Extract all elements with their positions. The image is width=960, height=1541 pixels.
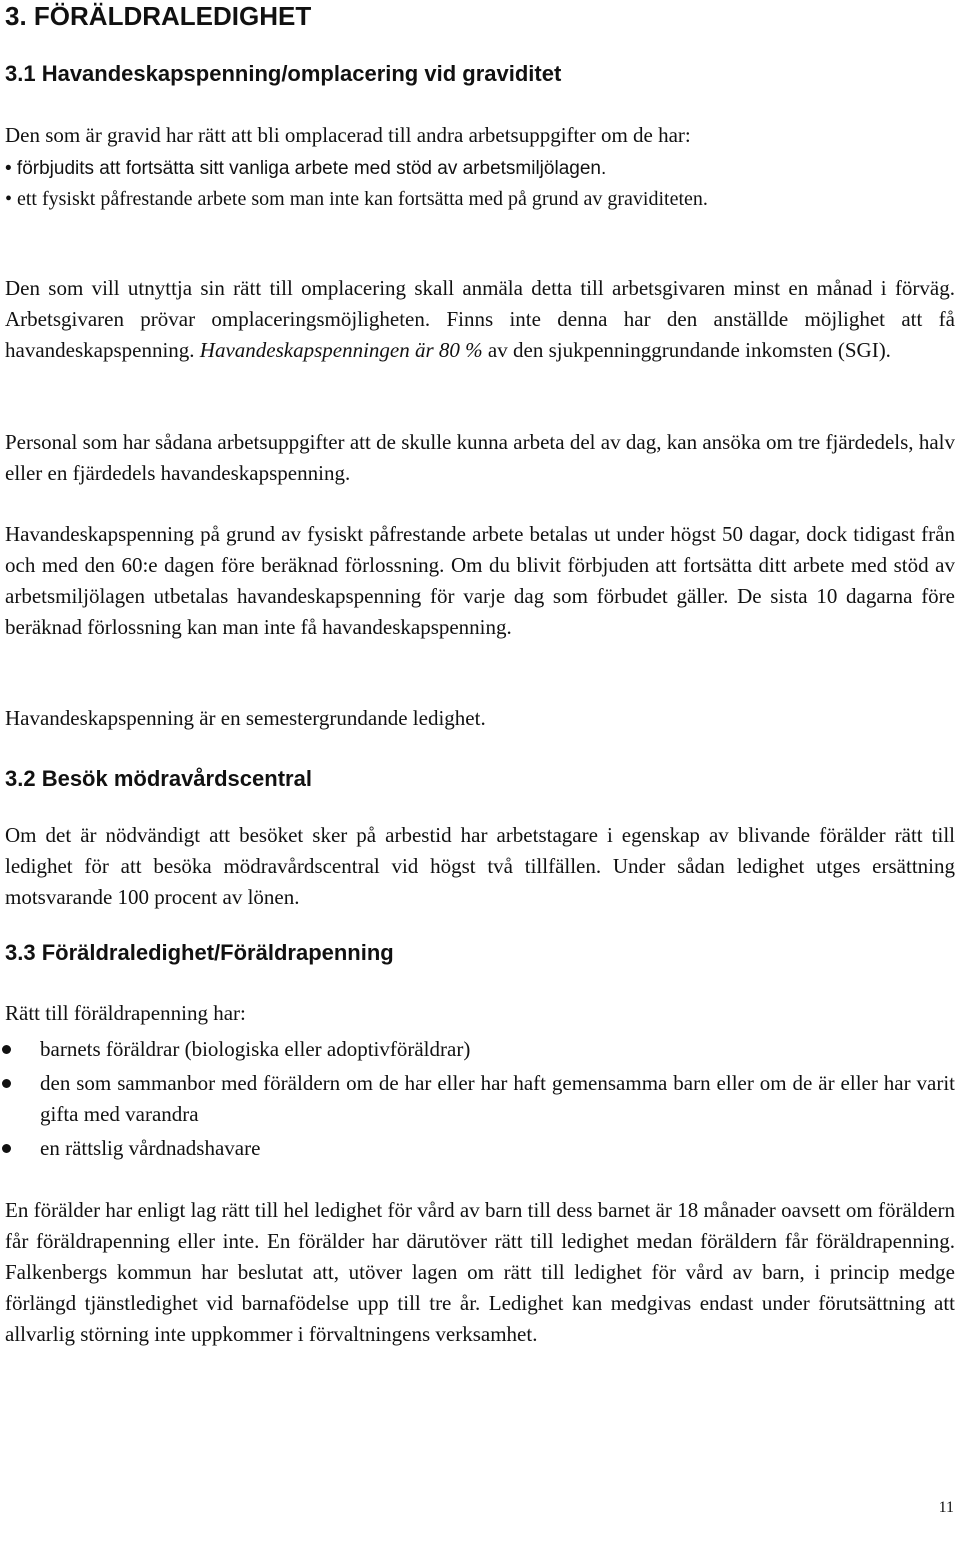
emphasis-text: Havandeskapspenningen är 80 % (199, 338, 483, 362)
bullet-list-3-1 (5, 153, 955, 215)
text-run: Den som vill utnyttja sin rätt till omplacering skall anmäla detta till arbetsgivaren minst en månad i förväg. Arbetsgivaren prövar omplaceringsmöjligheten. Finns inte denna har den anställde möjlighet att få havandeskapspenning. (5, 276, 955, 362)
intro-3-3: Rätt till föräldrapenning har: (5, 1001, 246, 1025)
bullet-list-3-3 (40, 1034, 955, 1164)
list-item-text: barnets föräldrar (biologiska eller adoptivföräldrar) (40, 1037, 471, 1061)
list-item (40, 1034, 955, 1065)
page-number: 11 (938, 1499, 954, 1516)
bullet-dot-icon (2, 1045, 11, 1054)
text-run: av den sjukpenninggrundande inkomsten (SGI). (482, 338, 891, 362)
paragraph-3-1-b: Personal som har sådana arbetsuppgifter att de skulle kunna arbeta del av dag, kan ansöka om tre fjärdedels, halv eller en fjärdedels havandeskapspenning. (5, 430, 955, 485)
bullet-item: • ett fysiskt påfrestande arbete som man inte kan fortsätta med på grund av graviditeten. (5, 188, 708, 210)
bullet-item: • förbjudits att fortsätta sitt vanliga arbete med stöd av arbetsmiljölagen. (5, 158, 607, 179)
bullet-dot-icon (2, 1079, 11, 1088)
paragraph-3-3: En förälder har enligt lag rätt till hel ledighet för vård av barn till dess barnet är 18 månader oavsett om föräldern får föräldrapenning eller inte. En förälder har därutöver rätt till ledighet medan föräldern får föräldrapenning. Falkenbergs kommun har beslutat att, utöver lagen om rätt till ledighet för vård av barn, i princip medge förlängd tjänstledighet vid barnafödelse upp till tre år. Ledighet kan medgivas endast under förutsättning att allvarlig störning inte uppkommer i förvaltningens verksamhet. (5, 1198, 955, 1346)
list-item-text: den som sammanbor med föräldern om de har eller har haft gemensamma barn eller om de är eller har varit gifta med varandra (40, 1071, 955, 1126)
paragraph-3-1-a (5, 273, 955, 366)
list-item-text: en rättslig vårdnadshavare (40, 1136, 261, 1160)
bullet-dot-icon (2, 1144, 11, 1153)
heading-3-3: 3.3 Föräldraledighet/Föräldrapenning (5, 940, 394, 965)
paragraph-3-1-d: Havandeskapspenning är en semestergrundande ledighet. (5, 706, 486, 730)
intro-3-1: Den som är gravid har rätt att bli omplacerad till andra arbetsuppgifter om de har: (5, 123, 691, 147)
paragraph-3-2: Om det är nödvändigt att besöket sker på arbestid har arbetstagare i egenskap av blivande förälder rätt till ledighet för att besöka mödravårdscentral vid högst två tillfällen. Under sådan ledighet utges ersättning motsvarande 100 procent av lönen. (5, 823, 955, 909)
section-heading: 3. FÖRÄLDRALEDIGHET (5, 1, 312, 31)
heading-3-1: 3.1 Havandeskapspenning/omplacering vid graviditet (5, 61, 562, 86)
heading-3-2: 3.2 Besök mödravårdscentral (5, 766, 312, 791)
paragraph-3-1-c: Havandeskapspenning på grund av fysiskt påfrestande arbete betalas ut under högst 50 dagar, dock tidigast från och med den 60:e dagen före beräknad förlossning. Om du blivit förbjuden att fortsätta ditt arbete med stöd av arbetsmiljölagen utbetalas havandeskapspenning för varje dag som förbudet gäller. De sista 10 dagarna före beräknad förlossning kan man inte få havandeskapspenning. (5, 522, 955, 639)
list-item (40, 1068, 955, 1130)
list-item (40, 1133, 955, 1164)
